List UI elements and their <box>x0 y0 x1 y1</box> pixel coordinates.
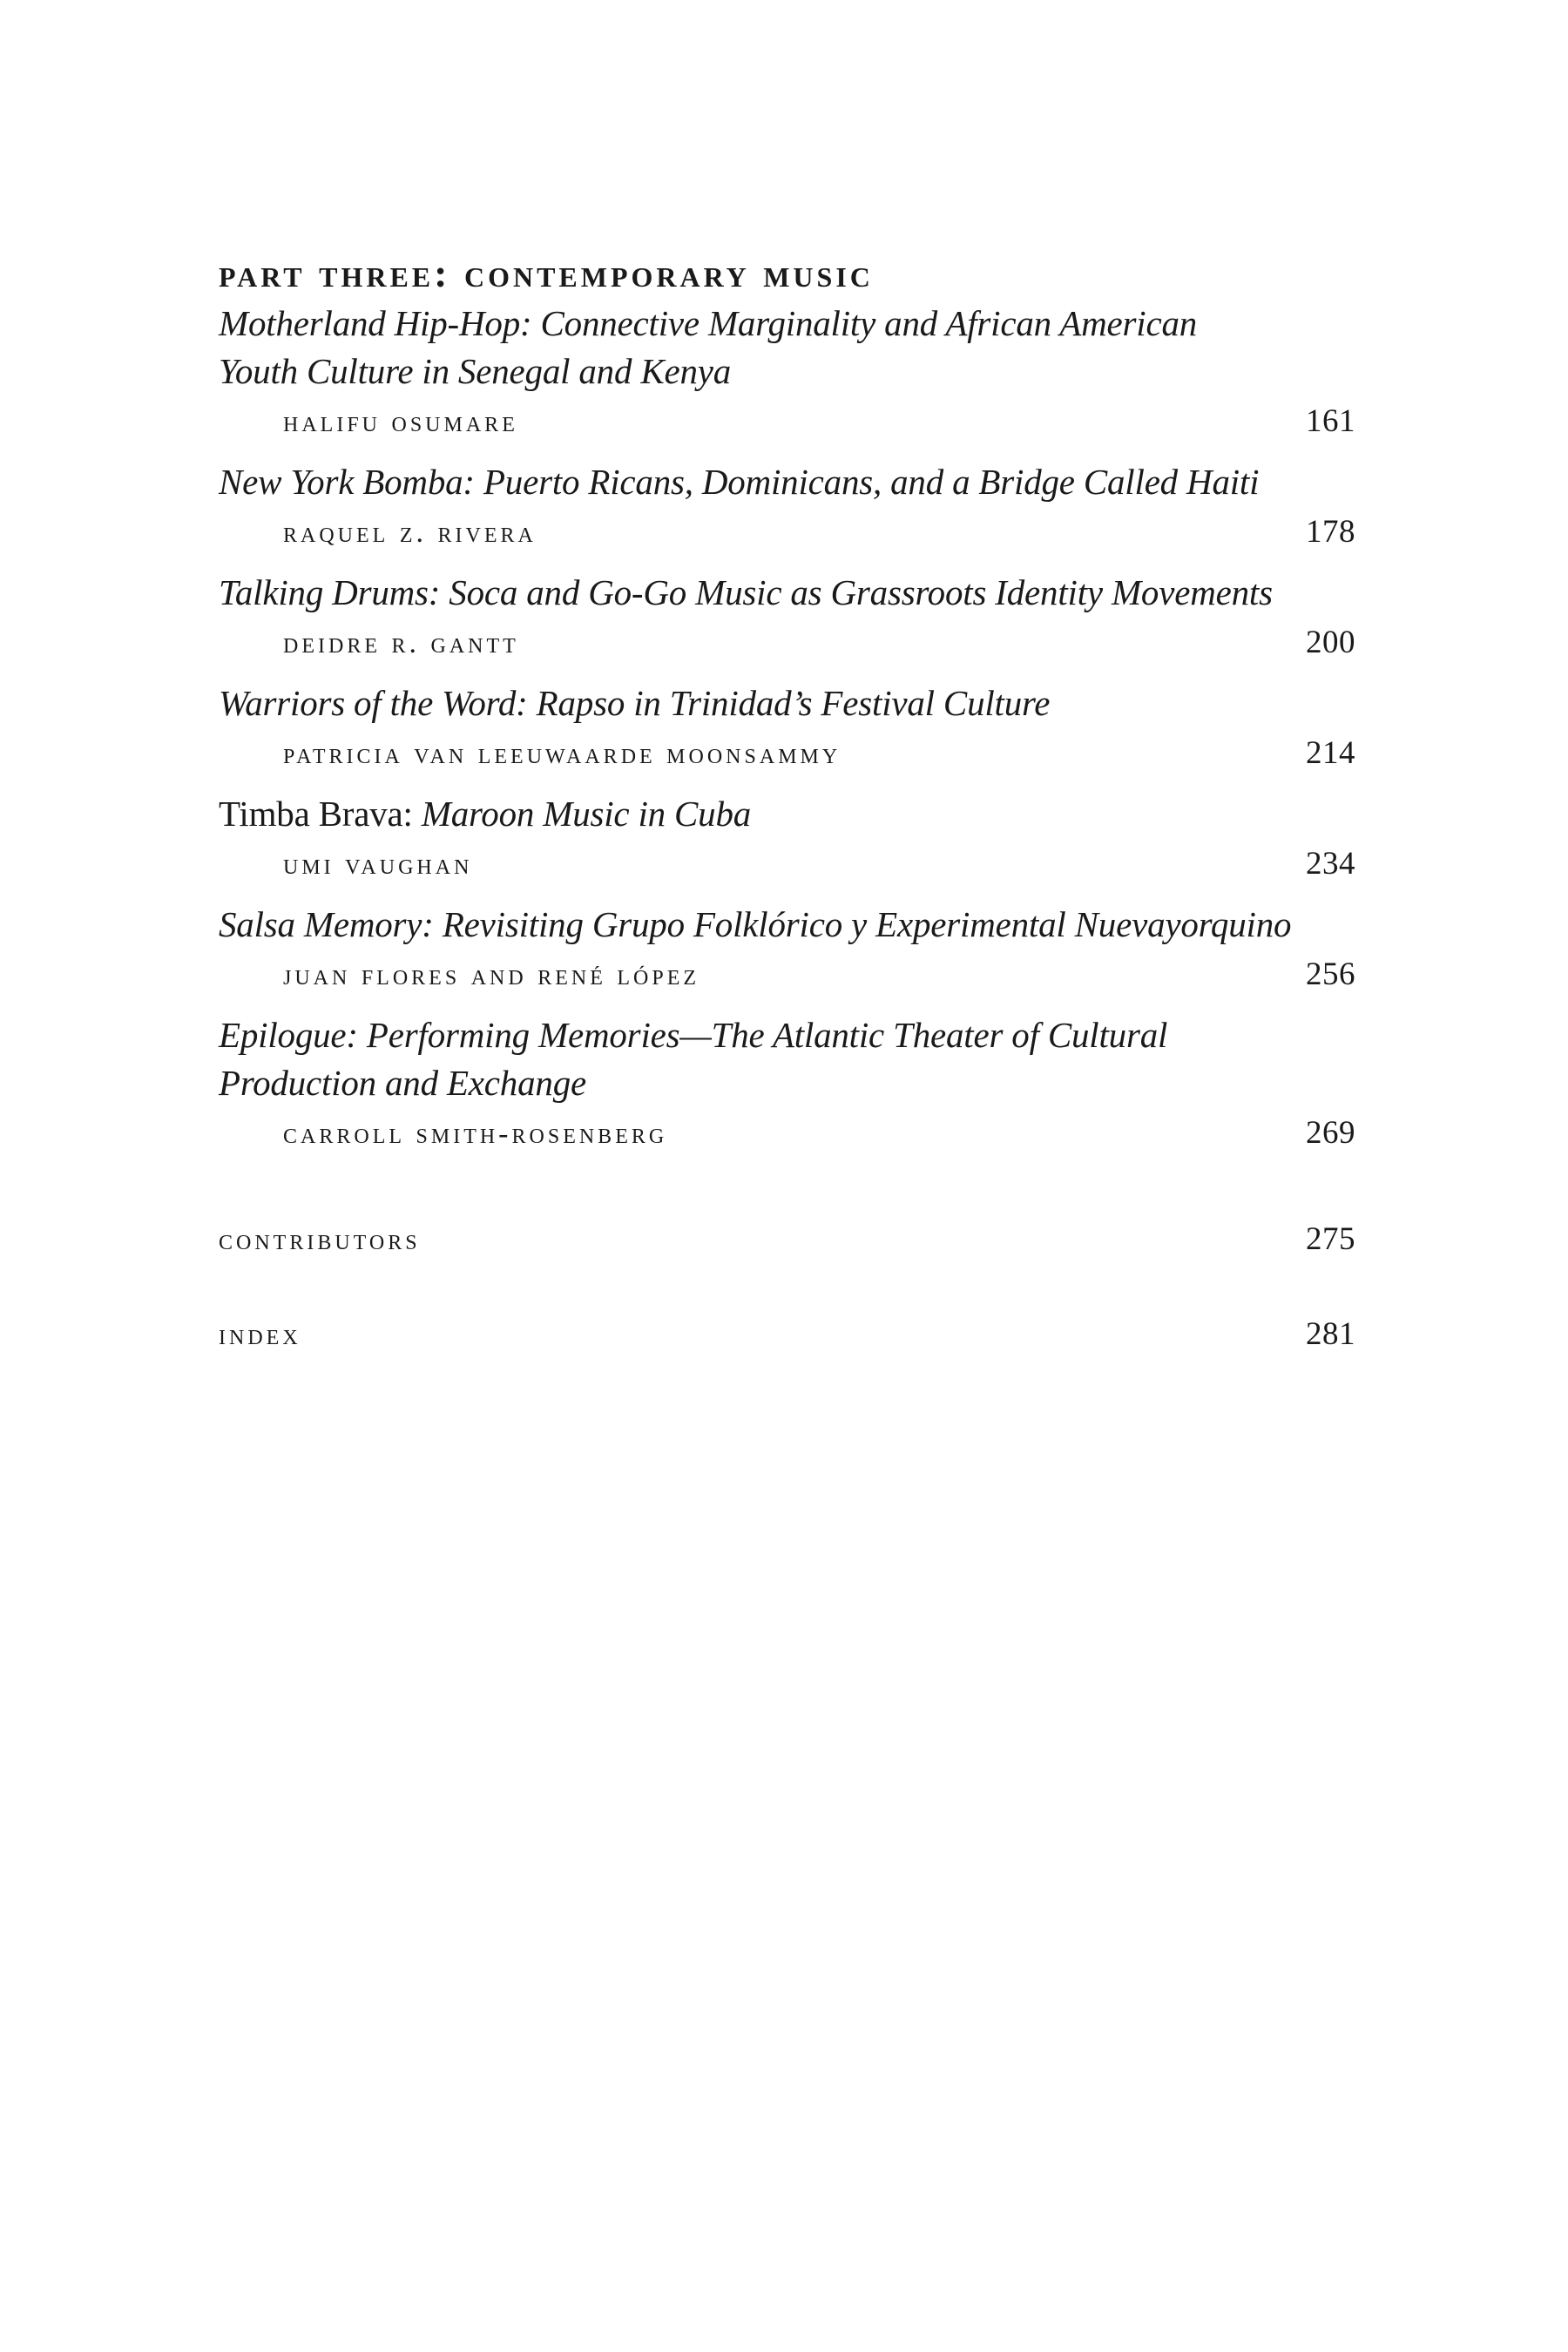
chapter-title-line: Warriors of the Word: Rapso in Trinidad’s Festival Culture <box>219 683 1051 723</box>
page-number: 275 <box>1306 1221 1355 1257</box>
back-matter-label: contributors <box>219 1224 421 1256</box>
back-matter-label: index <box>219 1319 301 1351</box>
page-number: 269 <box>1306 1115 1355 1151</box>
part-heading: part three: contemporary music <box>219 251 874 295</box>
chapter-title-line <box>219 790 1355 838</box>
chapter-title[interactable] <box>219 901 1355 949</box>
author-row <box>219 838 1355 889</box>
author-row <box>219 727 1355 779</box>
toc-entry <box>219 790 1355 889</box>
chapter-title-line: Youth Culture in Senegal and Kenya <box>219 351 732 391</box>
section-spacer <box>219 1170 1355 1213</box>
chapter-title[interactable] <box>219 1011 1355 1107</box>
chapter-title-line: Talking Drums: Soca and Go-Go Music as Grassroots Identity Movements <box>219 572 1273 612</box>
table-of-contents <box>219 249 1355 1360</box>
chapter-author: patricia van leeuwaarde moonsammy <box>283 738 841 770</box>
page-number: 161 <box>1306 403 1355 439</box>
chapter-author: halifu osumare <box>283 406 518 438</box>
author-row <box>219 949 1355 1000</box>
chapter-author: juan flores and rené lópez <box>283 959 700 991</box>
toc-entry <box>219 1011 1355 1159</box>
page-number: 256 <box>1306 956 1355 992</box>
toc-entry <box>219 679 1355 779</box>
chapter-title-line: New York Bomba: Puerto Ricans, Dominicans, and a Bridge Called Haiti <box>219 462 1260 502</box>
chapter-title-italic: Maroon Music in Cuba <box>421 794 752 834</box>
chapter-title-line: Epilogue: Performing Memories—The Atlantic Theater of Cultural <box>219 1015 1168 1055</box>
chapter-title-line: Production and Exchange <box>219 1063 586 1103</box>
page-number: 214 <box>1306 735 1355 771</box>
chapter-title[interactable] <box>219 790 1355 838</box>
toc-entry <box>219 569 1355 668</box>
chapter-title[interactable] <box>219 300 1355 395</box>
chapter-title-roman: Timba Brava: <box>219 794 413 834</box>
toc-entry-index[interactable] <box>219 1308 1355 1360</box>
toc-entry <box>219 901 1355 1000</box>
toc-entry-contributors[interactable] <box>219 1213 1355 1265</box>
page-number: 178 <box>1306 514 1355 550</box>
chapter-title[interactable] <box>219 458 1355 506</box>
chapter-title[interactable] <box>219 679 1355 727</box>
section-spacer <box>219 1265 1355 1308</box>
chapter-title-line: Salsa Memory: Revisiting Grupo Folklórico y Experimental Nuevayorquino <box>219 904 1292 944</box>
author-row <box>219 395 1355 447</box>
chapter-title-line: Motherland Hip-Hop: Connective Marginality and African American <box>219 303 1198 343</box>
page-number: 200 <box>1306 625 1355 660</box>
author-row <box>219 506 1355 558</box>
chapter-author: umi vaughan <box>283 848 473 881</box>
chapter-author: raquel z. rivera <box>283 517 537 549</box>
chapter-author: carroll smith-rosenberg <box>283 1118 668 1150</box>
author-row <box>219 617 1355 668</box>
toc-entry <box>219 458 1355 558</box>
chapter-title[interactable] <box>219 569 1355 617</box>
toc-entry <box>219 300 1355 447</box>
author-row <box>219 1107 1355 1159</box>
page-number: 281 <box>1306 1316 1355 1352</box>
page-number: 234 <box>1306 846 1355 882</box>
chapter-author: deidre r. gantt <box>283 627 519 659</box>
